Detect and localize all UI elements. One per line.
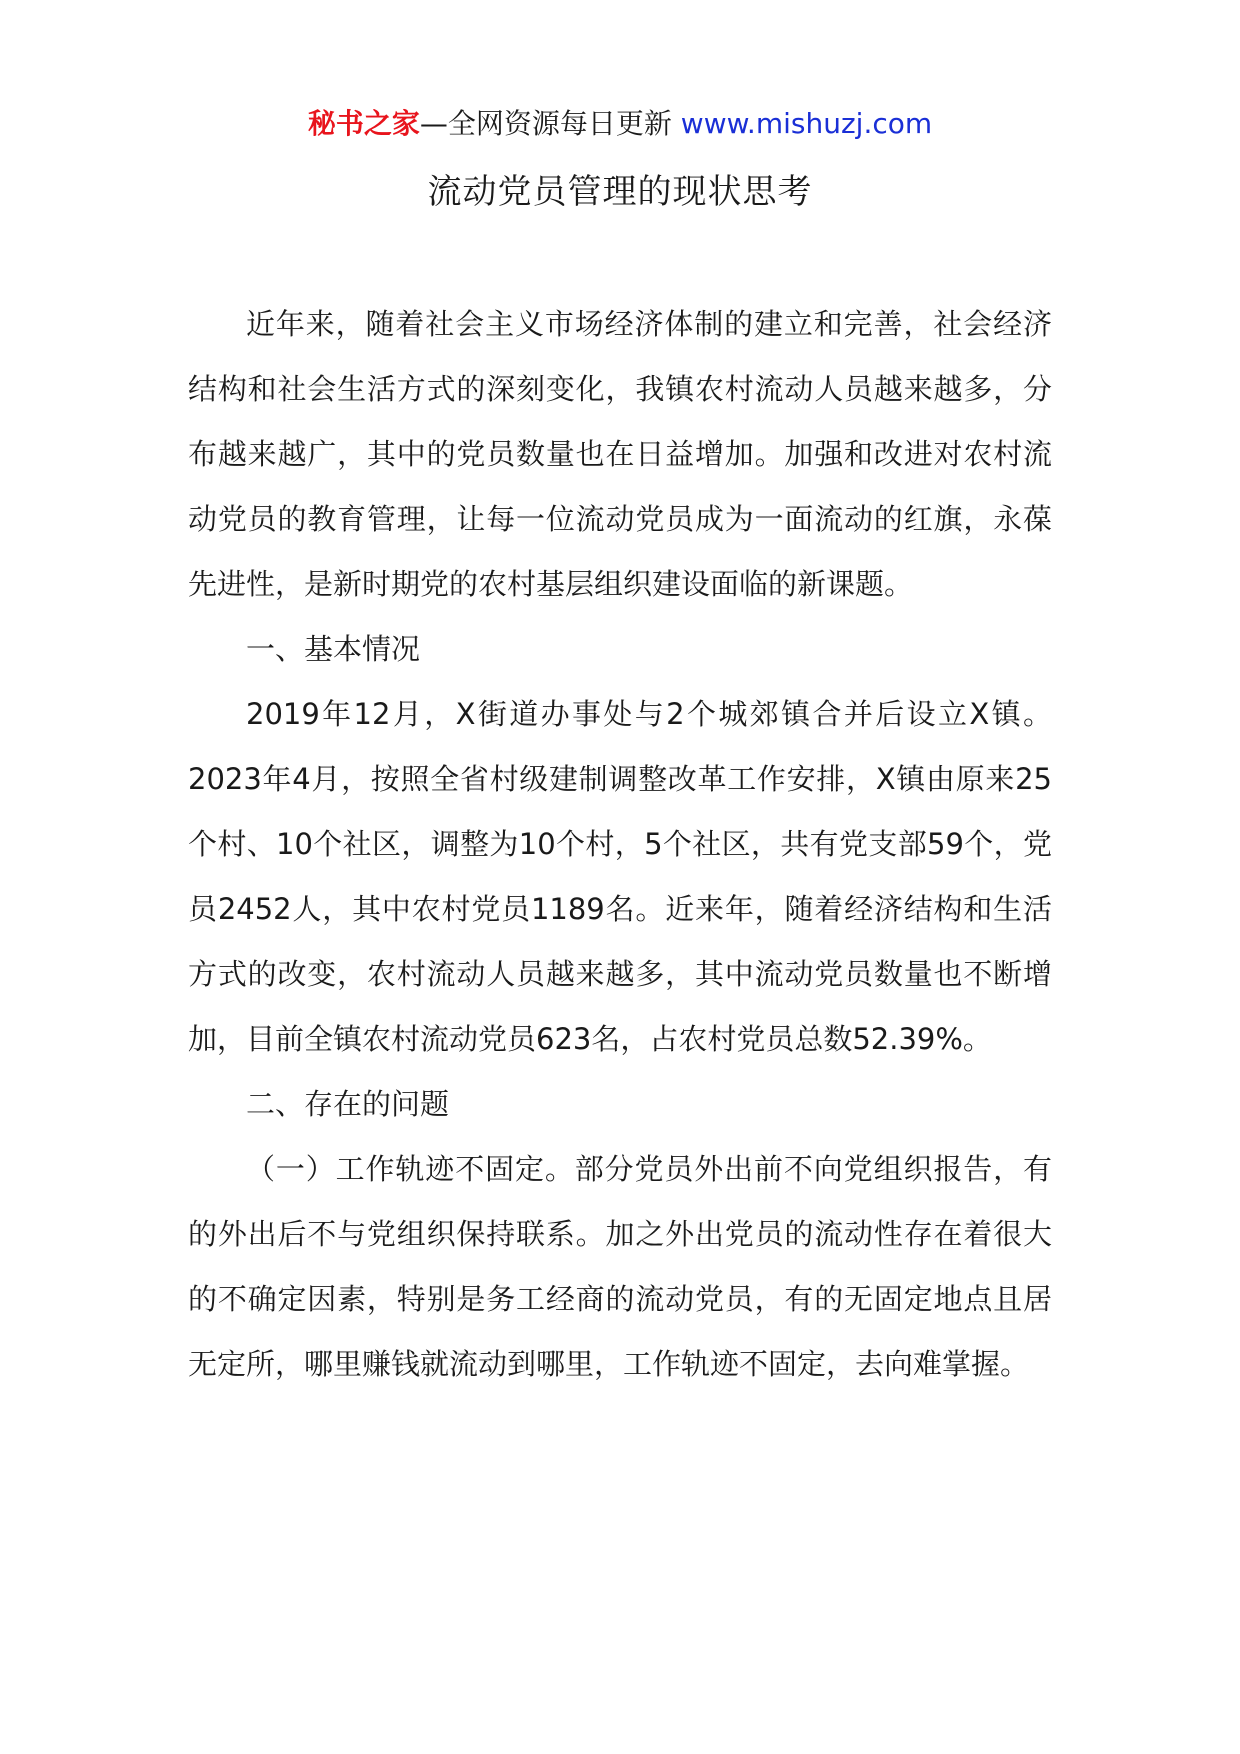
- paragraph-problem-1: （一）工作轨迹不固定。部分党员外出前不向党组织报告，有的外出后不与党组织保持联系。加之外出党员的流动性存在着很大的不确定因素，特别是务工经商的流动党员，有的无固定地点且居无定所，哪里赚钱就流动到哪里，工作轨迹不固定，去向难掌握。: [188, 1152, 1052, 1381]
- site-url-link[interactable]: www.mishuzj.com: [680, 107, 933, 140]
- section-heading-problems: 二、存在的问题: [246, 1087, 450, 1121]
- section-heading-basic-situation: 一、基本情况: [246, 632, 421, 666]
- paragraph-intro: 近年来，随着社会主义市场经济体制的建立和完善，社会经济结构和社会生活方式的深刻变化，我镇农村流动人员越来越多，分布越来越广，其中的党员数量也在日益增加。加强和改进对农村流动党员的教育管理，让每一位流动党员成为一面流动的红旗，永葆先进性，是新时期党的农村基层组织建设面临的新课题。: [188, 307, 1052, 601]
- paragraph-basic-situation: 2019年12月，X街道办事处与2个城郊镇合并后设立X镇。2023年4月，按照全省村级建制调整改革工作安排，X镇由原来25个村、10个社区，调整为10个村，5个社区，共有党支部59个，党员2452人，其中农村党员1189名。近来年，随着经济结构和生活方式的改变，农村流动人员越来越多，其中流动党员数量也不断增加，目前全镇农村流动党员623名，占农村党员总数52.39%。: [188, 697, 1052, 1056]
- site-header: [0, 100, 1240, 148]
- document-title: 流动党员管理的现状思考: [427, 172, 813, 212]
- document-body: [188, 292, 1052, 1397]
- site-brand: 秘书之家: [307, 107, 420, 140]
- site-tagline: —全网资源每日更新: [419, 107, 672, 140]
